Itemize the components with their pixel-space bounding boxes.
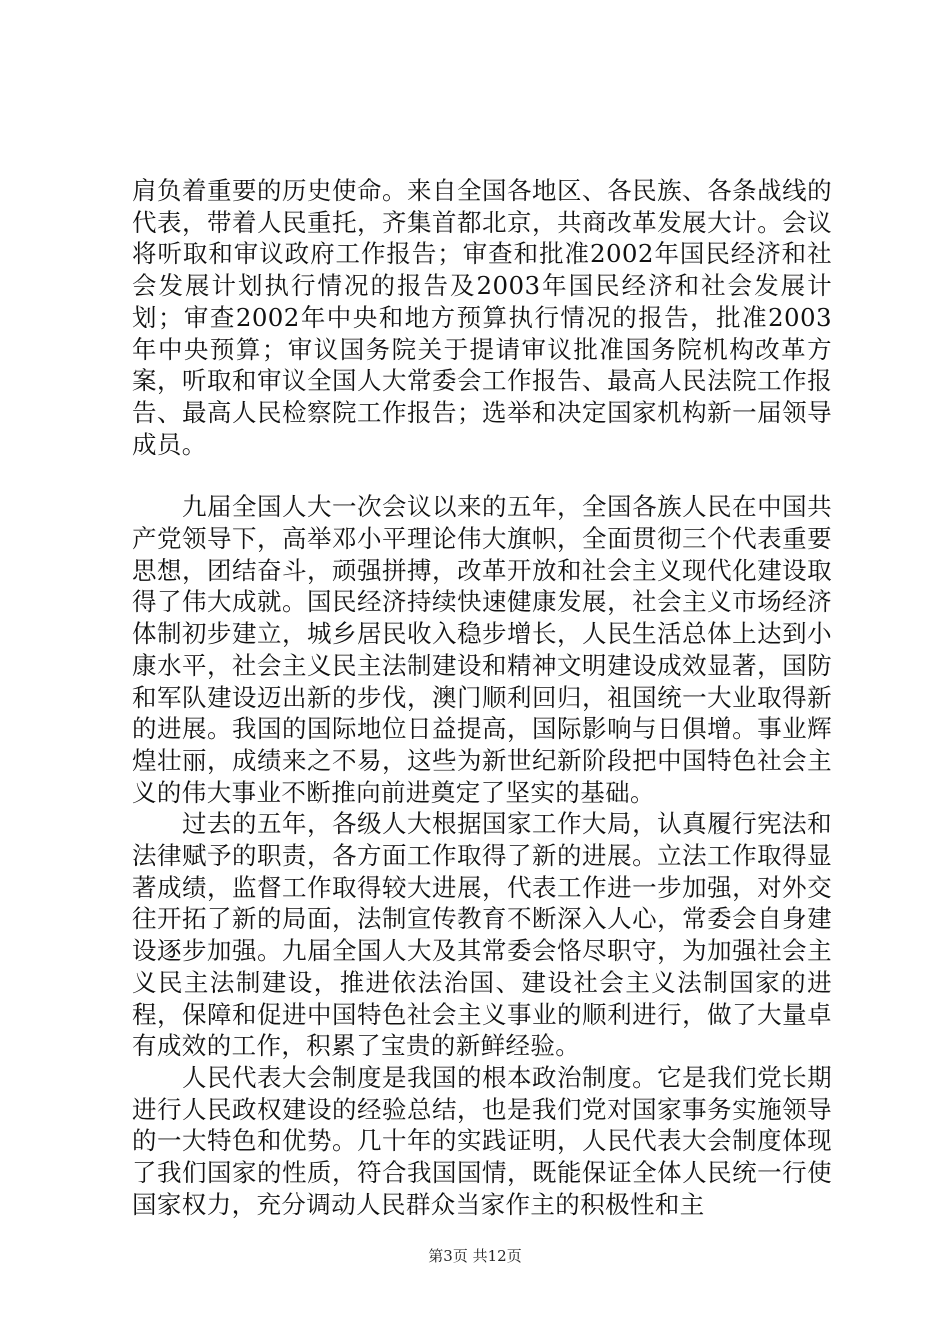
paragraph-4: 人民代表大会制度是我国的根本政治制度。它是我们党长期进行人民政权建设的经验总结，也是我们党对国家事务实施领导的一大特色和优势。几十年的实践证明，人民代表大会制度体现了我们国家的性质，符合我国国情，既能保证全体人民统一行使国家权力，充分调动人民群众当家作主的积极性和主 xyxy=(132,1062,832,1219)
paragraph-2: 九届全国人大一次会议以来的五年，全国各族人民在中国共产党领导下，高举邓小平理论伟大旗帜，全面贯彻三个代表重要思想，团结奋斗，顽强拼搏，改革开放和社会主义现代化建设取得了伟大成就。国民经济持续快速健康发展，社会主义市场经济体制初步建立，城乡居民收入稳步增长，人民生活总体上达到小康水平，社会主义民主法制建设和精神文明建设成效显著，国防和军队建设迈出新的步伐，澳门顺利回归，祖国统一大业取得新的进展。我国的国际地位日益提高，国际影响与日俱增。事业辉煌壮丽，成绩来之不易，这些为新世纪新阶段把中国特色社会主义的伟大事业不断推向前进奠定了坚实的基础。 xyxy=(132,492,832,807)
paragraph-1: 肩负着重要的历史使命。来自全国各地区、各民族、各条战线的代表，带着人民重托，齐集首都北京，共商改革发展大计。会议将听取和审议政府工作报告；审查和批准2002年国民经济和社会发展计划执行情况的报告及2003年国民经济和社会发展计划；审查2002年中央和地方预算执行情况的报告，批准2003年中央预算；审议国务院关于提请审议批准国务院机构改革方案，听取和审议全国人大常委会工作报告、最高人民法院工作报告、最高人民检察院工作报告；选举和决定国家机构新一届领导成员。 xyxy=(132,176,832,459)
page-number-footer: 第3页 共12页 xyxy=(428,1247,522,1265)
document-body xyxy=(132,175,832,1221)
paragraph-3: 过去的五年，各级人大根据国家工作大局，认真履行宪法和法律赋予的职责，各方面工作取得了新的进展。立法工作取得显著成绩，监督工作取得较大进展，代表工作进一步加强，对外交往开拓了新的局面，法制宣传教育不断深入人心，常委会自身建设逐步加强。九届全国人大及其常委会恪尽职守，为加强社会主义民主法制建设，推进依法治国、建设社会主义法制国家的进程，保障和促进中国特色社会主义事业的顺利进行，做了大量卓有成效的工作，积累了宝贵的新鲜经验。 xyxy=(132,809,832,1061)
